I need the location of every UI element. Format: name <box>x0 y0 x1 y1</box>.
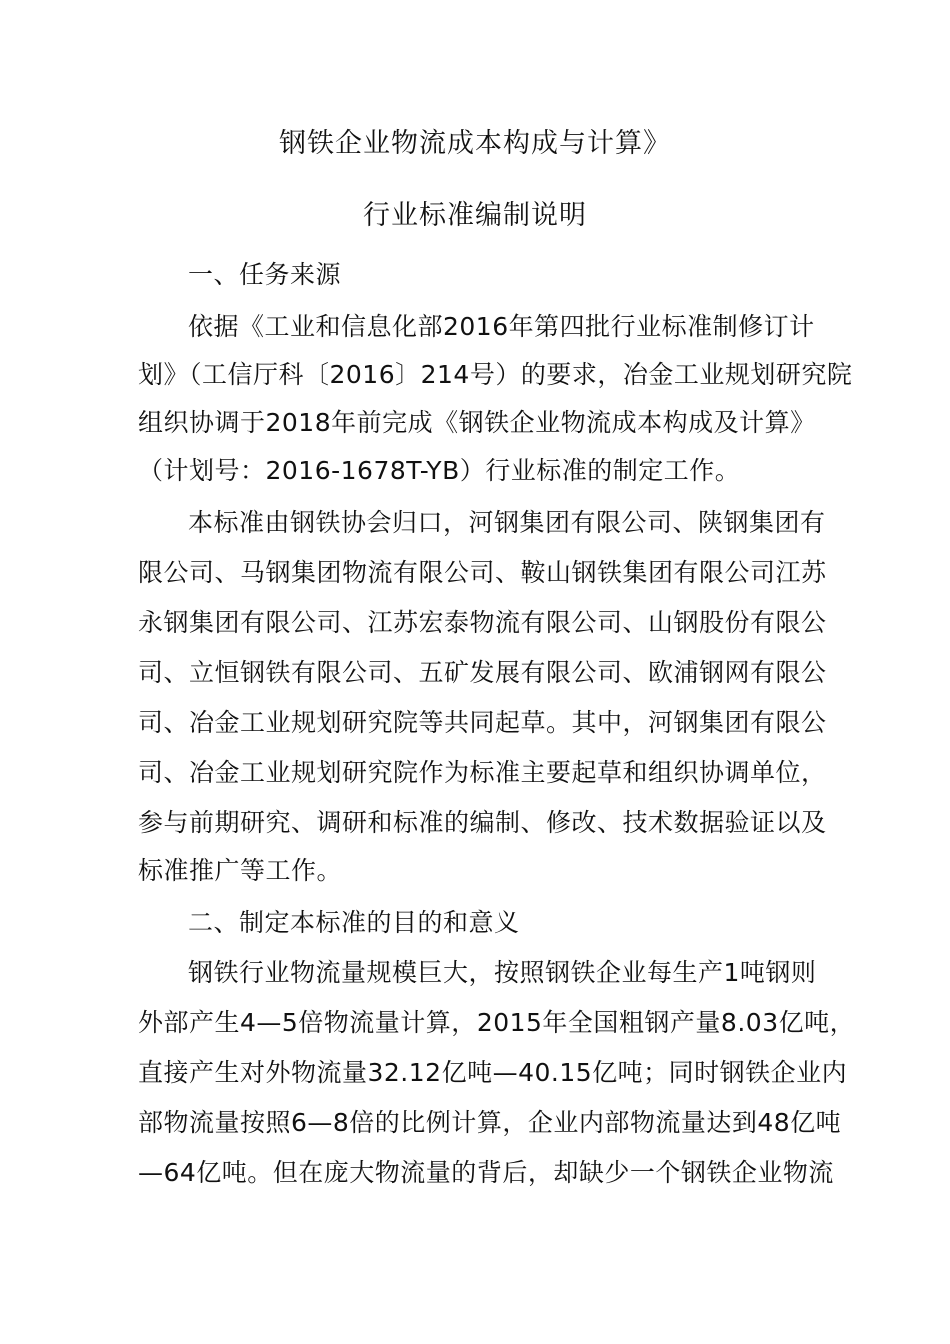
paragraph-line: 司、冶金工业规划研究院作为标准主要起草和组织协调单位， <box>138 758 827 787</box>
paragraph-line: 组织协调于2018年前完成《钢铁企业物流成本构成及计算》 <box>138 408 816 437</box>
paragraph-line: 直接产生对外物流量32.12亿吨—40.15亿吨；同时钢铁企业内 <box>138 1058 848 1087</box>
paragraph-line: 参与前期研究、调研和标准的编制、修改、技术数据验证以及 <box>138 808 827 837</box>
paragraph-line: 划》（工信厅科〔2016〕214号）的要求，冶金工业规划研究院 <box>138 360 853 389</box>
paragraph-line: 司、立恒钢铁有限公司、五矿发展有限公司、欧浦钢网有限公 <box>138 658 827 687</box>
paragraph-line: 限公司、马钢集团物流有限公司、鞍山钢铁集团有限公司江苏 <box>138 558 827 587</box>
paragraph-line: （计划号：2016-1678T-YB）行业标准的制定工作。 <box>138 456 741 485</box>
paragraph-line: 永钢集团有限公司、江苏宏泰物流有限公司、山钢股份有限公 <box>138 608 827 637</box>
document-subtitle: 行业标准编制说明 <box>363 200 587 231</box>
paragraph-line: 标准推广等工作。 <box>138 856 343 885</box>
section-heading-1: 一、任务来源 <box>188 260 342 289</box>
paragraph-line: 部物流量按照6—8倍的比例计算，企业内部物流量达到48亿吨 <box>138 1108 842 1137</box>
paragraph-line: 钢铁行业物流量规模巨大，按照钢铁企业每生产1吨钢则 <box>188 958 817 987</box>
document-title: 钢铁企业物流成本构成与计算》 <box>279 128 671 159</box>
paragraph-line: 外部产生4—5倍物流量计算，2015年全国粗钢产量8.03亿吨， <box>138 1008 856 1037</box>
section-heading-2: 二、制定本标准的目的和意义 <box>188 908 520 937</box>
paragraph-line: —64亿吨。但在庞大物流量的背后，却缺少一个钢铁企业物流 <box>138 1158 834 1187</box>
paragraph-line: 依据《工业和信息化部2016年第四批行业标准制修订计 <box>188 312 815 341</box>
paragraph-line: 本标准由钢铁协会归口，河钢集团有限公司、陕钢集团有 <box>188 508 826 537</box>
paragraph-line: 司、冶金工业规划研究院等共同起草。其中，河钢集团有限公 <box>138 708 827 737</box>
